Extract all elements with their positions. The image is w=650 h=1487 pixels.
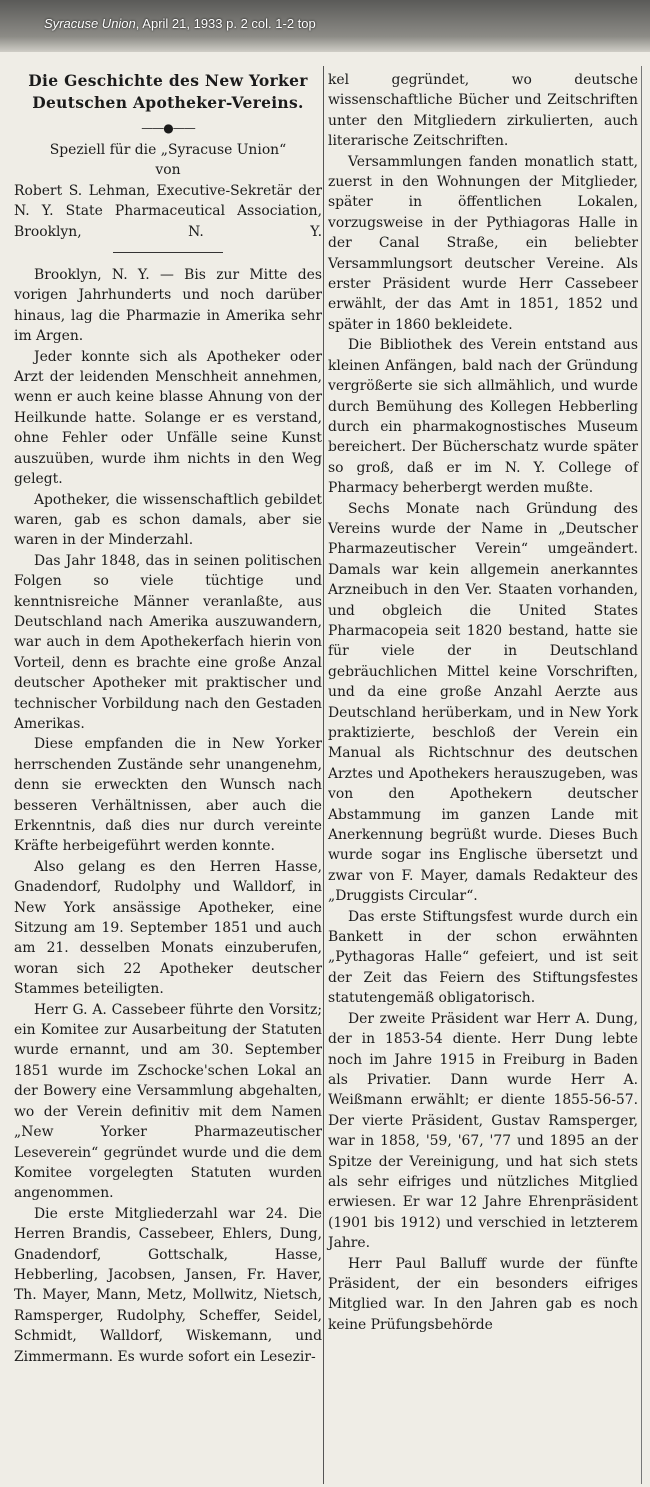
paragraph: Die Bibliothek des Verein entstand aus kleinen Anfängen, bald nach der Gründung vergrößerte sie sich allmählich, und wurde durch Bemühung des Kollegen Hebberling durch ein pharmakognostisches Museum bereichert. Der Bücherschatz wurde später so groß, daß er im N. Y. College of Pharmacy beherbergt werden mußte. [328,337,638,497]
paragraph: kel gegründet, wo deutsche wissenschaftliche Bücher und Zeitschriften unter den Mitgliedern zirkulierten, auch literarische Zeitschriften. [328,72,638,150]
newspaper-page [0,52,650,1487]
byline-rule [113,252,223,253]
paragraph: Also gelang es den Herren Hasse, Gnadendorf, Rudolphy und Walldorf, in New York ansässige Apotheker, eine Sitzung am 19. September 1851 und auch am 21. desselben Monats einzuberufen, woran sich 22 Apotheker deutscher Stammes beteiligten. [14,858,322,998]
right-column [328,70,638,1335]
paragraph: Das Jahr 1848, das in seinen politischen Folgen so viele tüchtige und kenntnisreiche Männer veranlaßte, aus Deutschland nach Amerika auszuwandern, war auch in dem Apothekerfach hierin von Vorteil, denn es brachte eine große Anzal deutscher Apotheker mit praktischer und technischer Vorbildung nach den Gestaden Amerikas. [14,552,322,732]
ornament-divider: ——●—— [141,121,195,135]
paragraph: Herr G. A. Cassebeer führte den Vorsitz; ein Komitee zur Ausarbeitung der Statuten wurde ernannt, und am 30. September 1851 wurde im Zschocke'schen Lokal an der Bowery eine Versammlung abgehalten, wo der Verein definitiv mit dem Namen „New Yorker Pharmazeutischer Leseverein“ gegründet wurde und die dem Komitee vorgelegten Statuten wurden angenommen. [14,1001,322,1202]
newspaper-name: Syracuse Union [44,16,136,31]
byline-special: Speziell für die „Syracuse Union“ [49,142,287,158]
left-column [14,70,322,1367]
paragraph: Jeder konnte sich als Apotheker oder Arzt der leidenden Menschheit annehmen, wenn er auch keine blasse Ahnung von der Heilkunde hatte. Solange er es verstand, ohne Fehler oder Unfälle seine Kunst auszuüben, wurde ihm nichts in den Weg gelegt. [14,348,322,488]
paragraph: Diese empfanden die in New Yorker herrschenden Zustände sehr unangenehm, denn sie erweckten den Wunsch nach besseren Verhältnissen, aber auch die Erkenntnis, daß dies nur durch vereinte Kräfte herbeigeführt werden konnte. [14,736,322,855]
byline-author: Robert S. Lehman, Executive-Sekretär der N. Y. State Pharmaceutical Association, Brooklyn, N. Y. [14,182,322,240]
left-column-body [14,265,322,1367]
column-rule-right [641,66,642,1484]
right-column-body [328,70,638,1335]
paragraph: Der zweite Präsident war Herr A. Dung, der in 1853-54 diente. Herr Dung lebte noch im Jahre 1915 in Freiburg in Baden als Privatier. Dann wurde Herr A. Weißmann erwählt; er diente 1855-56-57. Der vierte Präsident, Gustav Ramsperger, war in 1858, '59, '67, '77 und 1895 an der Spitze der Vereinigung, und hat sich stets als sehr eifriges und nützliches Mitglied erwiesen. Er war 12 Jahre Ehrenpräsident (1901 bis 1912) und verschied in letzterem Jahre. [328,1010,638,1252]
headline-line-1: Die Geschichte des New Yorker [28,71,308,90]
paragraph: Versammlungen fanden monatlich statt, zuerst in den Wohnungen der Mitglieder, später in öffentlichen Lokalen, vorzugsweise in der Pythiagoras Halle in der Canal Straße, ein beliebter Versammlungsort deutscher Vereine. Als erster Präsident wurde Herr Cassebeer erwählt, der das Amt in 1851, 1852 und später in 1860 bekleidete. [328,153,638,333]
paragraph: Apotheker, die wissenschaftlich gebildet waren, gab es schon damals, aber sie waren in der Minderzahl. [14,491,322,549]
headline-line-2: Deutschen Apotheker-Vereins. [32,93,304,112]
column-rule [323,66,324,1484]
byline-von: von [155,162,181,179]
paragraph: Die erste Mitgliederzahl war 24. Die Herren Brandis, Cassebeer, Ehlers, Dung, Gnadendorf, Gottschalk, Hasse, Hebberling, Jacobsen, Jansen, Fr. Haver, Th. Mayer, Mann, Metz, Mollwitz, Nietsch, Ramsperger, Rudolphy, Scheffer, Seidel, Schmidt, Walldorf, Wiskemann, und Zimmermann. Es wurde sofort ein Lesezir- [14,1205,322,1365]
clipping-caption [44,16,316,31]
paragraph: Herr Paul Balluff wurde der fünfte Präsident, der ein besonders eifriges Mitglied war. In den Jahren gab es noch keine Prüfungsbehörde [328,1255,638,1333]
paragraph: Das erste Stiftungsfest wurde durch ein Bankett in der schon erwähnten „Pythagoras Halle“ gefeiert, und ist seit der Zeit das Feiern des Stiftungsfestes statutengemäß obligatorisch. [328,908,638,1007]
paragraph: Brooklyn, N. Y. — Bis zur Mitte des vorigen Jahrhunderts und noch darüber hinaus, lag die Pharmazie in Amerika sehr im Argen. [14,267,322,345]
paragraph: Sechs Monate nach Gründung des Vereins wurde der Name in „Deutscher Pharmazeutischer Verein“ umgeändert. Damals war kein allgemein anerkanntes Arzneibuch in den Ver. Staaten vorhanden, und obgleich die United States Pharmacopeia seit 1820 bestand, hatte sie für viele der in Deutschland gebräuchlichen Mittel keine Vorschriften, und da eine große Anzahl Aerzte aus Deutschland herüberkam, und in New York praktizierte, beschloß der Verein ein Manual als Richtschnur des deutschen Arztes und Apothekers herauszugeben, was von den Apothekern deutscher Abstammung im ganzen Lande mit Anerkennung begrüßt wurde. Dieses Buch wurde sogar ins Englische übersetzt und zwar von F. Mayer, damals Redakteur des „Druggists Circular“. [328,500,638,905]
caption-details: , April 21, 1933 p. 2 col. 1-2 top [135,16,316,31]
byline [14,140,322,242]
